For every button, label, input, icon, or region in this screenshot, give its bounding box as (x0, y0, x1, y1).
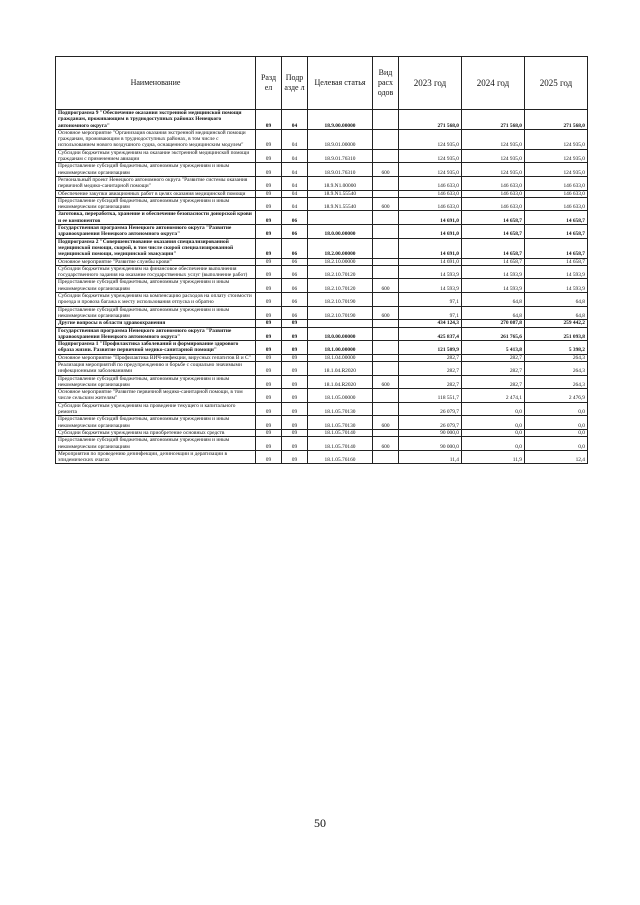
table-row (56, 306, 588, 320)
row-razdel: 09 (256, 163, 282, 177)
table-row (56, 327, 588, 341)
row-amount-2024: 270 087,8 (462, 320, 525, 327)
row-name: Предоставление субсидий бюджетным, автономным учреждениям и иным некоммерческим организациям (56, 163, 256, 177)
header-podrazdel: Подр азде л (282, 57, 308, 110)
row-name: Государственная программа Ненецкого автономного округа "Развитие здравоохранения Ненецкого автономного округа" (56, 225, 256, 239)
row-amount-2023: 282,7 (399, 375, 462, 389)
row-razdel: 09 (256, 361, 282, 375)
table-row (56, 354, 588, 361)
row-amount-2024: 0,0 (462, 416, 525, 430)
row-amount-2023: 90 000,0 (399, 429, 462, 436)
row-razdel: 09 (256, 293, 282, 307)
row-podrazdel: 09 (282, 402, 308, 416)
row-target-article: 18.1.05.70140 (308, 437, 373, 451)
row-amount-2025: 124 935,0 (525, 149, 588, 163)
row-razdel: 09 (256, 258, 282, 265)
row-amount-2023: 121 509,9 (399, 341, 462, 355)
header-name: Наименование (56, 57, 256, 110)
row-podrazdel: 09 (282, 375, 308, 389)
row-expense-type (373, 110, 399, 130)
row-amount-2024: 282,7 (462, 375, 525, 389)
row-target-article: 18.9.N1.55540 (308, 190, 373, 197)
row-amount-2023: 146 633,0 (399, 197, 462, 211)
row-name: Основное мероприятие "Организация оказания экстренной медицинской помощи гражданам, проживающим в труднодоступных районах, в том числе с использованием нового воздушного судна, оснащенного медицинским модулем" (56, 129, 256, 149)
row-name: Другие вопросы в области здравоохранения (56, 320, 256, 327)
table-row (56, 258, 588, 265)
row-amount-2024: 261 765,6 (462, 327, 525, 341)
row-amount-2023: 124 935,0 (399, 149, 462, 163)
row-amount-2025: 271 568,0 (525, 110, 588, 130)
row-expense-type: 600 (373, 163, 399, 177)
row-razdel: 09 (256, 279, 282, 293)
header-year-2023: 2023 год (399, 57, 462, 110)
row-name: Основное мероприятие "Развитие первичной медико-санитарной помощи, в том числе сельским жителям" (56, 389, 256, 403)
row-expense-type (373, 429, 399, 436)
row-amount-2025: 146 633,0 (525, 190, 588, 197)
row-razdel: 09 (256, 450, 282, 464)
row-amount-2024: 282,7 (462, 354, 525, 361)
row-target-article: 18.9.01.76310 (308, 149, 373, 163)
row-amount-2024: 0,0 (462, 437, 525, 451)
row-name: Субсидии бюджетным учреждениям на проведение текущего и капитального ремонта (56, 402, 256, 416)
row-target-article: 18.1.04.R2020 (308, 361, 373, 375)
row-amount-2023: 14 593,9 (399, 279, 462, 293)
row-expense-type (373, 389, 399, 403)
row-razdel: 09 (256, 149, 282, 163)
row-expense-type (373, 327, 399, 341)
table-row (56, 361, 588, 375)
row-amount-2025: 0,0 (525, 416, 588, 430)
row-target-article: 18.1.05.70130 (308, 416, 373, 430)
row-amount-2025: 14 658,7 (525, 238, 588, 258)
row-amount-2025: 12,4 (525, 450, 588, 464)
row-razdel: 09 (256, 176, 282, 190)
row-amount-2023: 146 633,0 (399, 176, 462, 190)
row-amount-2024: 124 935,0 (462, 129, 525, 149)
row-amount-2023: 97,1 (399, 293, 462, 307)
row-expense-type (373, 320, 399, 327)
row-expense-type (373, 450, 399, 464)
row-name: Субсидии бюджетным учреждениям на оказание экстренной медицинской помощи гражданам с применением авиации (56, 149, 256, 163)
row-target-article: 18.2.10.70120 (308, 279, 373, 293)
row-podrazdel: 09 (282, 341, 308, 355)
header-vid: Вид расх одов (373, 57, 399, 110)
row-target-article: 18.2.00.00000 (308, 238, 373, 258)
row-expense-type: 600 (373, 279, 399, 293)
row-expense-type (373, 361, 399, 375)
table-row (56, 450, 588, 464)
header-year-2025: 2025 год (525, 57, 588, 110)
row-amount-2024: 5 413,8 (462, 341, 525, 355)
row-podrazdel: 09 (282, 416, 308, 430)
row-expense-type (373, 293, 399, 307)
table-row (56, 190, 588, 197)
row-expense-type: 600 (373, 416, 399, 430)
row-name: Подпрограмма 1 "Профилактика заболеваний и формирование здорового образа жизни. Развитие первичной медико-санитарной помощи" (56, 341, 256, 355)
row-amount-2024: 0,0 (462, 402, 525, 416)
row-podrazdel: 04 (282, 197, 308, 211)
row-amount-2024: 14 593,9 (462, 265, 525, 279)
row-amount-2025: 0,0 (525, 402, 588, 416)
row-target-article: 18.0.00.00000 (308, 327, 373, 341)
row-amount-2025: 124 935,0 (525, 163, 588, 177)
row-amount-2025: 14 658,7 (525, 211, 588, 225)
row-razdel: 09 (256, 341, 282, 355)
row-razdel: 09 (256, 429, 282, 436)
row-razdel: 09 (256, 306, 282, 320)
row-amount-2023: 124 935,0 (399, 163, 462, 177)
row-amount-2023: 11,4 (399, 450, 462, 464)
row-amount-2023: 26 079,7 (399, 402, 462, 416)
row-expense-type: 600 (373, 437, 399, 451)
row-razdel: 09 (256, 211, 282, 225)
row-podrazdel: 06 (282, 265, 308, 279)
row-razdel: 09 (256, 402, 282, 416)
table-row (56, 129, 588, 149)
row-expense-type (373, 225, 399, 239)
table-row (56, 437, 588, 451)
row-amount-2024: 146 633,0 (462, 190, 525, 197)
row-amount-2024: 271 568,0 (462, 110, 525, 130)
row-amount-2024: 2 474,1 (462, 389, 525, 403)
row-name: Предоставление субсидий бюджетным, автономным учреждениям и иным некоммерческим организациям (56, 306, 256, 320)
table-row (56, 211, 588, 225)
table-row (56, 416, 588, 430)
row-amount-2023: 14 691,0 (399, 211, 462, 225)
row-amount-2025: 146 633,0 (525, 197, 588, 211)
row-razdel: 09 (256, 320, 282, 327)
row-amount-2023: 124 935,0 (399, 129, 462, 149)
row-amount-2023: 146 633,0 (399, 190, 462, 197)
table-row (56, 341, 588, 355)
row-name: Заготовка, переработка, хранение и обеспечение безопасности донорской крови и ее компонентов (56, 211, 256, 225)
row-amount-2025: 14 658,7 (525, 258, 588, 265)
header-razdel: Разд ел (256, 57, 282, 110)
row-podrazdel: 06 (282, 258, 308, 265)
table-row (56, 320, 588, 327)
table-row (56, 110, 588, 130)
budget-table (55, 56, 588, 464)
row-podrazdel: 09 (282, 354, 308, 361)
table-row (56, 176, 588, 190)
row-podrazdel: 04 (282, 163, 308, 177)
table-row (56, 197, 588, 211)
row-name: Основное мероприятие "Профилактика ВИЧ-инфекции, вирусных гепатитов В и С" (56, 354, 256, 361)
row-name: Предоставление субсидий бюджетным, автономным учреждениям и иным некоммерческим организациям (56, 437, 256, 451)
row-name: Субсидии бюджетным учреждениям на компенсацию расходов на оплату стоимости проезда и провоза багажа к месту использования отпуска и обратно (56, 293, 256, 307)
row-target-article: 18.9.N1.55540 (308, 197, 373, 211)
table-row (56, 429, 588, 436)
row-expense-type (373, 129, 399, 149)
row-target-article: 18.1.04.00000 (308, 354, 373, 361)
row-razdel: 09 (256, 197, 282, 211)
row-amount-2025: 146 633,0 (525, 176, 588, 190)
row-podrazdel: 06 (282, 225, 308, 239)
row-amount-2024: 124 935,0 (462, 149, 525, 163)
row-amount-2023: 434 124,3 (399, 320, 462, 327)
row-podrazdel: 06 (282, 238, 308, 258)
row-amount-2024: 11,9 (462, 450, 525, 464)
row-amount-2023: 26 079,7 (399, 416, 462, 430)
row-expense-type (373, 211, 399, 225)
row-amount-2025: 2 476,9 (525, 389, 588, 403)
row-amount-2024: 282,7 (462, 361, 525, 375)
table-row (56, 402, 588, 416)
table-row (56, 149, 588, 163)
row-expense-type (373, 149, 399, 163)
table-row (56, 293, 588, 307)
row-amount-2024: 14 658,7 (462, 225, 525, 239)
row-name: Обеспечение закупки авиационных работ в целях оказания медицинской помощи (56, 190, 256, 197)
row-amount-2023: 271 568,0 (399, 110, 462, 130)
row-target-article: 18.2.10.70120 (308, 265, 373, 279)
row-amount-2025: 0,0 (525, 437, 588, 451)
row-target-article: 18.2.10.70190 (308, 306, 373, 320)
table-row (56, 238, 588, 258)
row-target-article: 18.1.00.00000 (308, 341, 373, 355)
row-expense-type (373, 190, 399, 197)
row-amount-2025: 264,3 (525, 354, 588, 361)
row-podrazdel: 06 (282, 279, 308, 293)
row-target-article: 18.9.01.00000 (308, 129, 373, 149)
row-podrazdel: 09 (282, 429, 308, 436)
row-target-article: 18.9.N1.00000 (308, 176, 373, 190)
row-razdel: 09 (256, 416, 282, 430)
row-name: Государственная программа Ненецкого автономного округа "Развитие здравоохранения Ненецкого автономного округа" (56, 327, 256, 341)
row-podrazdel: 09 (282, 450, 308, 464)
row-amount-2023: 425 837,4 (399, 327, 462, 341)
row-amount-2024: 14 593,9 (462, 279, 525, 293)
row-amount-2024: 0,0 (462, 429, 525, 436)
row-name: Субсидии бюджетным учреждениям на финансовое обеспечение выполнения государственного задания на оказание государственных услуг (выполнение работ) (56, 265, 256, 279)
row-amount-2024: 14 658,7 (462, 258, 525, 265)
row-target-article (308, 320, 373, 327)
row-name: Подпрограмма 2 "Совершенствование оказания специализированной медицинской помощи, скорой, в том числе скорой специализированной медицинской помощи, медицинской эвакуации" (56, 238, 256, 258)
row-razdel: 09 (256, 389, 282, 403)
row-name: Предоставление субсидий бюджетным, автономным учреждениям и иным некоммерческим организациям (56, 197, 256, 211)
row-target-article: 18.0.00.00000 (308, 225, 373, 239)
row-amount-2025: 14 593,9 (525, 279, 588, 293)
row-amount-2025: 259 442,2 (525, 320, 588, 327)
table-row (56, 225, 588, 239)
row-amount-2023: 90 000,0 (399, 437, 462, 451)
row-amount-2025: 64,8 (525, 306, 588, 320)
row-razdel: 09 (256, 190, 282, 197)
row-target-article: 18.2.10.00000 (308, 258, 373, 265)
row-expense-type: 600 (373, 306, 399, 320)
row-name: Предоставление субсидий бюджетным, автономным учреждениям и иным некоммерческим организациям (56, 416, 256, 430)
row-podrazdel: 04 (282, 190, 308, 197)
row-amount-2024: 64,8 (462, 293, 525, 307)
row-name: Реализация мероприятий по предупреждению и борьбе с социально значимыми инфекционными заболеваниями (56, 361, 256, 375)
row-expense-type: 600 (373, 375, 399, 389)
table-row (56, 279, 588, 293)
row-name: Основное мероприятие "Развитие службы крови" (56, 258, 256, 265)
row-razdel: 09 (256, 354, 282, 361)
row-expense-type (373, 258, 399, 265)
row-amount-2023: 282,7 (399, 361, 462, 375)
row-amount-2025: 251 093,8 (525, 327, 588, 341)
header-year-2024: 2024 год (462, 57, 525, 110)
row-podrazdel: 09 (282, 361, 308, 375)
row-razdel: 09 (256, 238, 282, 258)
row-amount-2025: 124 935,0 (525, 129, 588, 149)
row-amount-2025: 264,3 (525, 361, 588, 375)
row-target-article: 18.2.10.70190 (308, 293, 373, 307)
row-razdel: 09 (256, 437, 282, 451)
row-amount-2023: 14 593,9 (399, 265, 462, 279)
row-podrazdel: 09 (282, 327, 308, 341)
table-body (56, 110, 588, 464)
table-row (56, 389, 588, 403)
row-podrazdel: 04 (282, 129, 308, 149)
row-amount-2024: 124 935,0 (462, 163, 525, 177)
row-razdel: 09 (256, 375, 282, 389)
row-razdel: 09 (256, 327, 282, 341)
row-name: Региональный проект Ненецкого автономного округа "Развитие системы оказания первичной медико-санитарной помощи" (56, 176, 256, 190)
row-podrazdel: 09 (282, 437, 308, 451)
row-amount-2025: 64,8 (525, 293, 588, 307)
row-expense-type (373, 341, 399, 355)
row-name: Предоставление субсидий бюджетным, автономным учреждениям и иным некоммерческим организациям (56, 375, 256, 389)
row-expense-type (373, 238, 399, 258)
row-target-article: 18.9.00.00000 (308, 110, 373, 130)
row-amount-2023: 14 691,0 (399, 238, 462, 258)
row-podrazdel: 06 (282, 306, 308, 320)
row-expense-type (373, 402, 399, 416)
row-name: Предоставление субсидий бюджетным, автономным учреждениям и иным некоммерческим организациям (56, 279, 256, 293)
row-amount-2025: 14 658,7 (525, 225, 588, 239)
row-name: Субсидии бюджетным учреждениям на приобретение основных средств (56, 429, 256, 436)
row-target-article: 18.1.04.R2020 (308, 375, 373, 389)
row-amount-2025: 264,3 (525, 375, 588, 389)
row-podrazdel: 04 (282, 176, 308, 190)
row-amount-2025: 0,0 (525, 429, 588, 436)
row-razdel: 09 (256, 129, 282, 149)
row-amount-2023: 14 691,0 (399, 258, 462, 265)
row-podrazdel: 09 (282, 389, 308, 403)
row-expense-type (373, 176, 399, 190)
row-expense-type (373, 265, 399, 279)
row-razdel: 09 (256, 110, 282, 130)
row-expense-type: 600 (373, 197, 399, 211)
row-amount-2024: 14 658,7 (462, 211, 525, 225)
row-podrazdel: 04 (282, 110, 308, 130)
row-amount-2025: 5 398,2 (525, 341, 588, 355)
row-podrazdel: 06 (282, 211, 308, 225)
row-amount-2023: 282,7 (399, 354, 462, 361)
row-amount-2023: 14 691,0 (399, 225, 462, 239)
row-target-article: 18.1.05.00000 (308, 389, 373, 403)
row-name: Мероприятия по проведению дезинфекции, дезинсекции и дератизации в эпидемических очагах (56, 450, 256, 464)
row-target-article: 18.1.05.70140 (308, 429, 373, 436)
row-podrazdel: 04 (282, 149, 308, 163)
row-amount-2023: 118 551,7 (399, 389, 462, 403)
table-row (56, 375, 588, 389)
table-row (56, 163, 588, 177)
row-target-article: 18.9.01.76310 (308, 163, 373, 177)
row-amount-2023: 97,1 (399, 306, 462, 320)
row-podrazdel: 06 (282, 293, 308, 307)
row-amount-2024: 146 633,0 (462, 197, 525, 211)
row-razdel: 09 (256, 265, 282, 279)
header-target: Целевая статья (308, 57, 373, 110)
row-target-article (308, 211, 373, 225)
table-row (56, 265, 588, 279)
row-razdel: 09 (256, 225, 282, 239)
row-target-article: 18.1.05.76160 (308, 450, 373, 464)
row-target-article: 18.1.05.70130 (308, 402, 373, 416)
table-header-row (56, 57, 588, 110)
row-amount-2024: 146 633,0 (462, 176, 525, 190)
row-amount-2024: 14 658,7 (462, 238, 525, 258)
row-amount-2025: 14 593,9 (525, 265, 588, 279)
row-expense-type (373, 354, 399, 361)
row-amount-2024: 64,8 (462, 306, 525, 320)
row-name: Подпрограмма 9 "Обеспечение оказания экстренной медицинской помощи гражданам, проживающим в труднодоступных районах Ненецкого автономного округа" (56, 110, 256, 130)
row-podrazdel: 09 (282, 320, 308, 327)
page-number: 50 (314, 816, 326, 830)
